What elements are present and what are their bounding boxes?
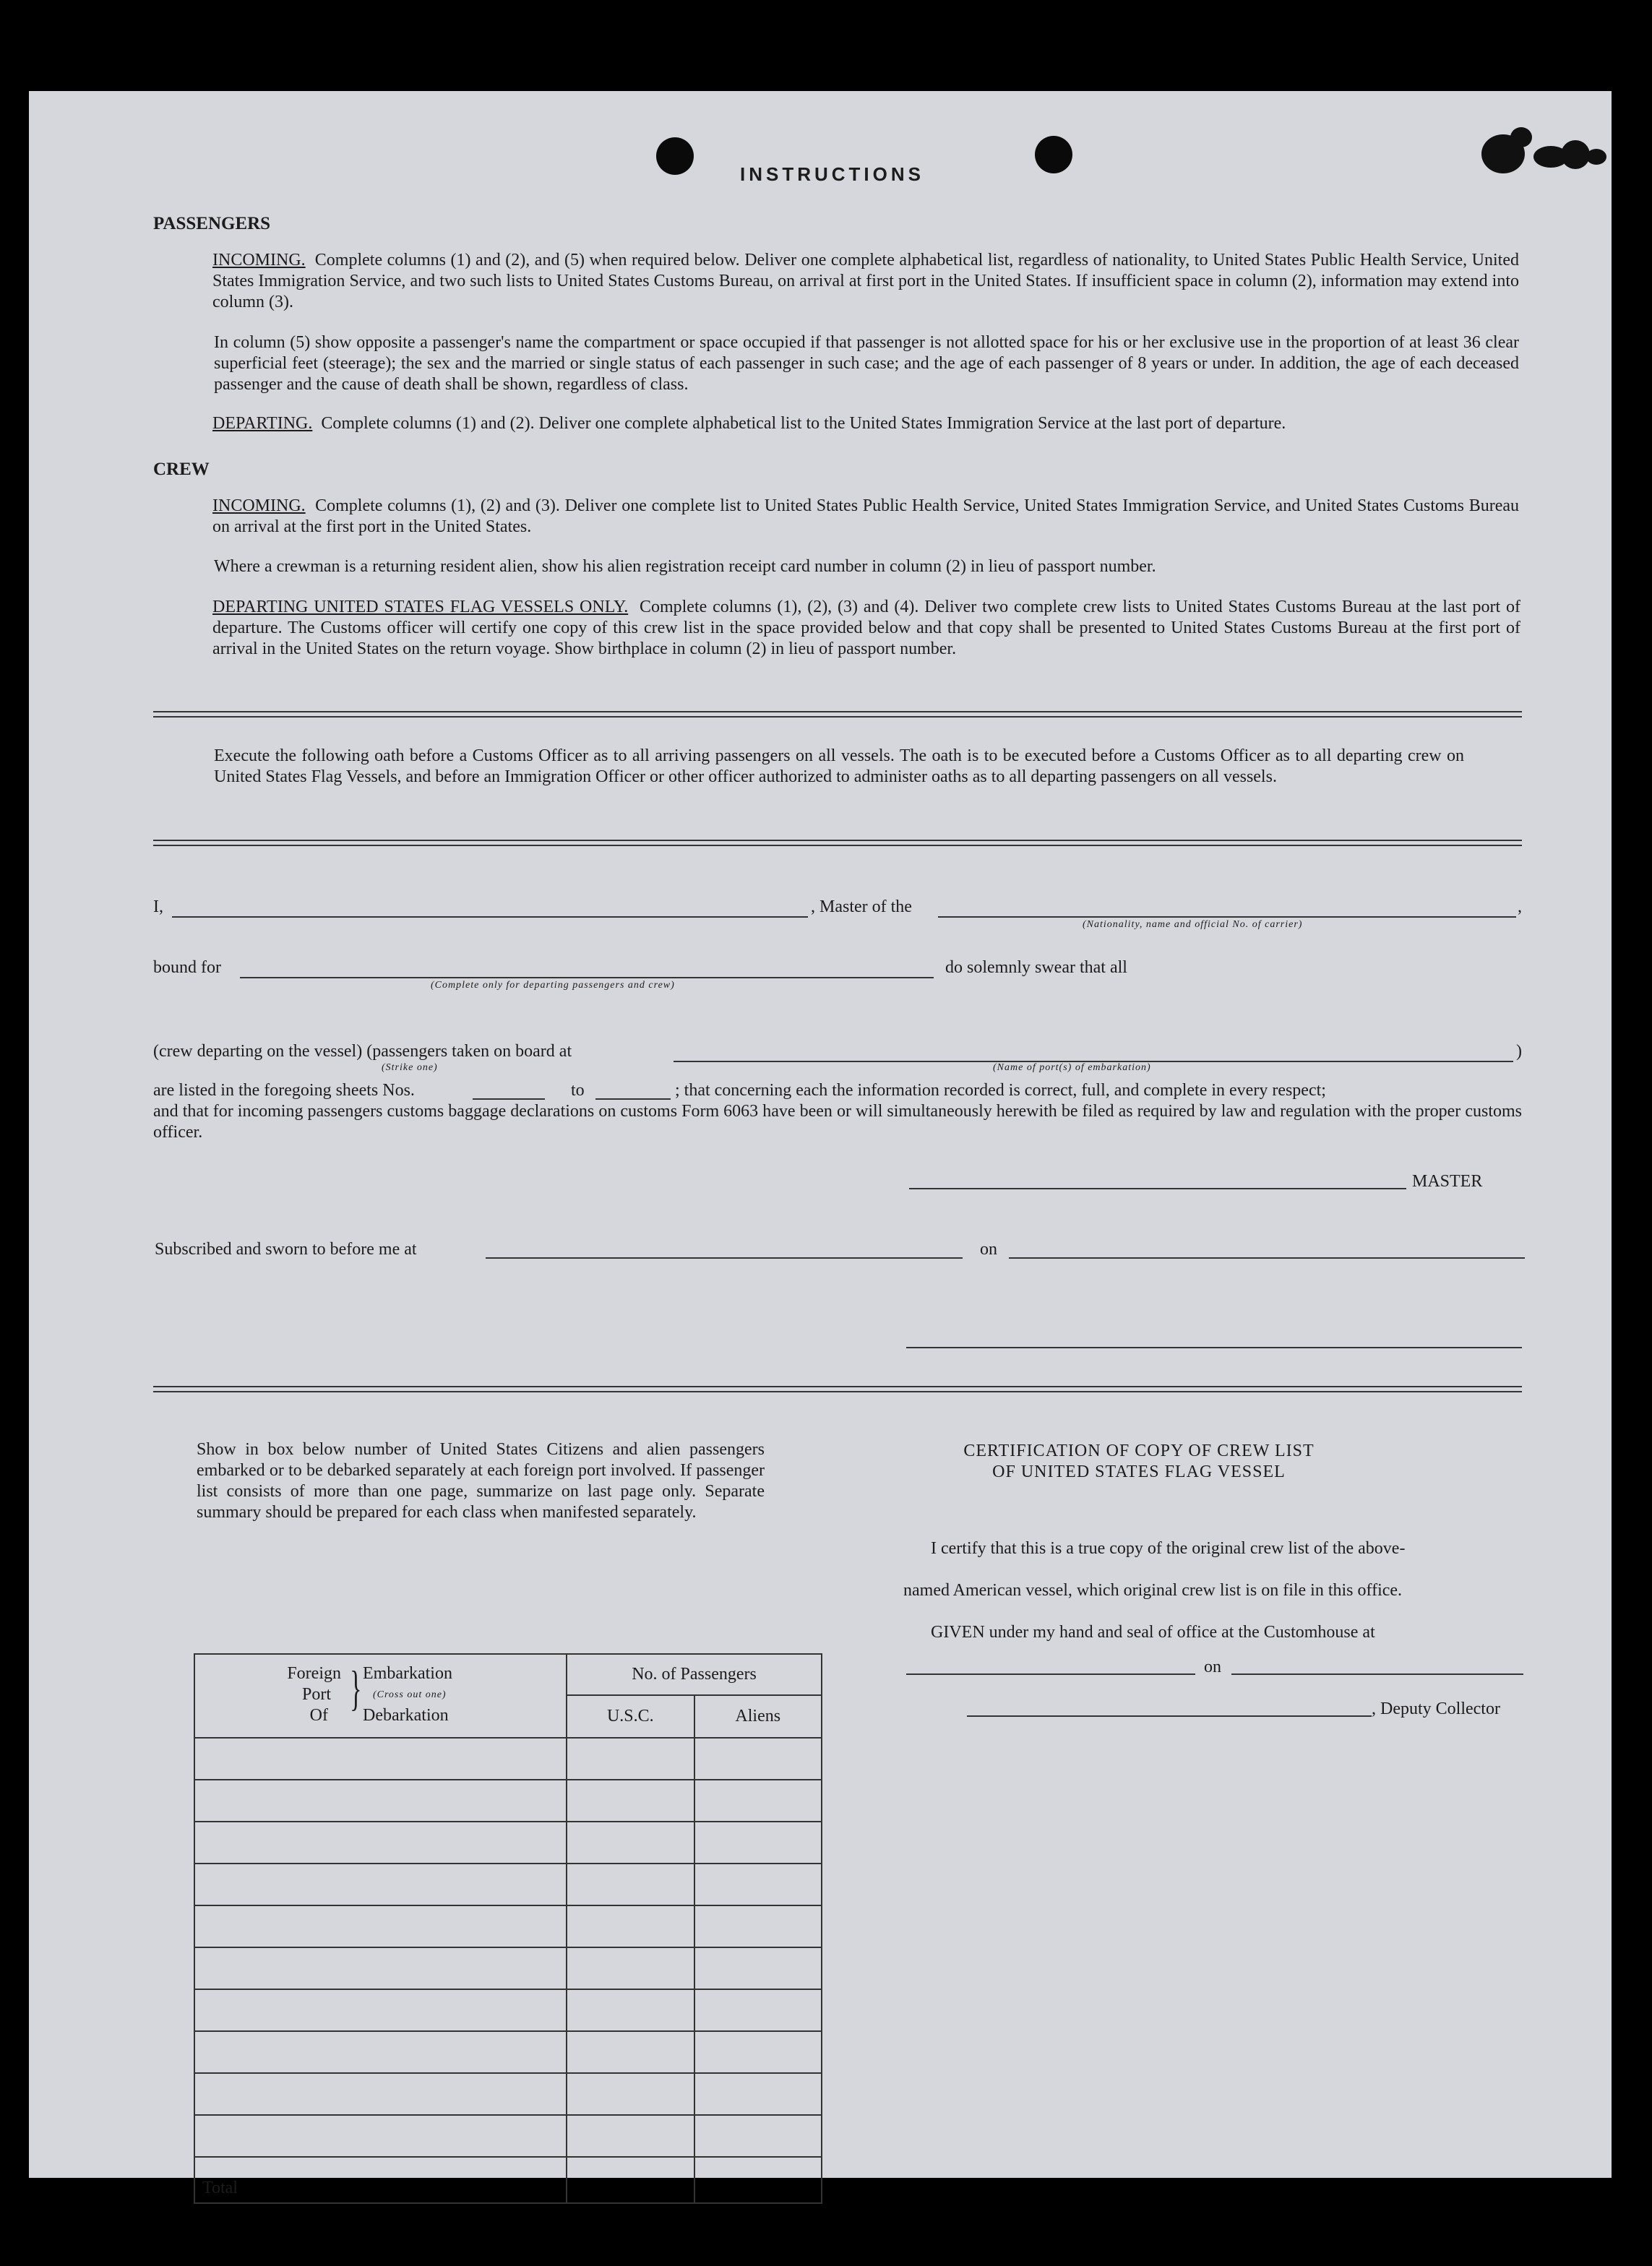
crew-passengers-label: (crew departing on the vessel) (passengers taken on board at [153,1042,572,1061]
departing-caption: (Complete only for departing passengers and crew) [431,980,675,991]
punch-hole-left [656,137,694,175]
ports-caption: (Name of port(s) of embarkation) [993,1062,1151,1073]
punch-hole-right [1035,136,1072,173]
box-instruction: Show in box below number of United States Citizens and alien passengers embarked or to be debarked separately at each foreign port involved. If passenger list consists of more than one page, summarize on last page only. Separate summary should be prepared for each class when manifested separately. [197,1440,765,1522]
certify-on-label: on [1204,1658,1221,1676]
aliens-cell[interactable] [694,1989,822,2031]
strike-caption: (Strike one) [382,1062,438,1073]
certify-line3: GIVEN under my hand and seal of office at the Customhouse at [931,1623,1375,1642]
port-cell[interactable] [194,1738,567,1780]
passengers-incoming-text: Complete columns (1) and (2), and (5) when required below. Deliver one complete alphabetical list, regardless of nationality, to United States Public Health Service, United States Immigration Service, and two such lists to United States Customs Bureau, on arrival at first port in the United States. If insufficient space in column (2), information may extend into column (3). [212,251,1520,311]
total-usc-cell[interactable] [567,2157,694,2203]
total-aliens-cell[interactable] [694,2157,822,2203]
aliens-cell[interactable] [694,1947,822,1989]
table-row [194,1989,822,2031]
port-cell[interactable] [194,1989,567,2031]
passengers-incoming-paragraph [212,250,1519,313]
passengers-incoming-label: INCOMING. [212,251,306,270]
sworn-on-label: on [980,1240,997,1259]
port-cell[interactable] [194,1947,567,1989]
carrier-caption: (Nationality, name and official No. of carrier) [1083,919,1303,930]
port-cell[interactable] [194,2115,567,2157]
aliens-cell[interactable] [694,1738,822,1780]
table-row [194,1864,822,1905]
certification-title [900,1441,1377,1483]
table-row [194,1822,822,1864]
page-title: INSTRUCTIONS [740,163,924,185]
listed-rest: and that for incoming passengers customs baggage declarations on customs Form 6063 have been or will simultaneously herewith be filed as required by law and regulation with the proper customs officer. [153,1102,1522,1142]
deputy-signature-field[interactable] [967,1715,1372,1717]
usc-cell[interactable] [567,1989,694,2031]
port-cell[interactable] [194,2031,567,2073]
sworn-at-field[interactable] [486,1257,963,1259]
master-signature-field[interactable] [909,1188,1406,1189]
usc-cell[interactable] [567,1738,694,1780]
certify-line1: I certify that this is a true copy of the original crew list of the above- [931,1539,1406,1558]
aliens-cell[interactable] [694,2031,822,2073]
certify-date-field[interactable] [1231,1673,1523,1675]
crew-departing-label: DEPARTING UNITED STATES FLAG VESSELS ONLY. [212,598,629,616]
crew-incoming-paragraph [212,496,1519,538]
customhouse-field[interactable] [906,1673,1195,1675]
debarkation-label: Debarkation [363,1706,449,1725]
port-cell[interactable] [194,1780,567,1822]
table-row [194,2031,822,2073]
embarkation-label: Embarkation [363,1664,452,1683]
sheet-to-label: to [571,1081,585,1100]
passengers-departing-paragraph [212,413,1519,434]
usc-cell[interactable] [567,1780,694,1822]
port-cell[interactable] [194,1822,567,1864]
master-label: MASTER [1412,1172,1483,1191]
of-label: Of [309,1706,328,1725]
crew-incoming-text: Complete columns (1), (2) and (3). Deliver one complete list to United States Public Health Service, United States Immigration Service, and United States Customs Bureau on arrival at the first port in the United States. [212,496,1520,536]
usc-cell[interactable] [567,2115,694,2157]
aliens-cell[interactable] [694,1905,822,1947]
aliens-cell[interactable] [694,1780,822,1822]
table-row [194,1780,822,1822]
carrier-field[interactable] [938,916,1516,918]
ports-close-paren: ) [1516,1042,1522,1061]
divider-3 [153,1386,1522,1392]
usc-cell[interactable] [567,1864,694,1905]
brace-icon: } [350,1660,362,1715]
table-row [194,2115,822,2157]
aliens-cell[interactable] [694,2073,822,2115]
passengers-departing-text: Complete columns (1) and (2). Deliver one complete alphabetical list to the United States Immigration Service at the last port of departure. [321,414,1286,433]
ink-stain [1467,120,1612,178]
crew-resident-paragraph: Where a crewman is a returning resident alien, show his alien registration receipt card number in column (2) in lieu of passport number. [214,557,1156,576]
sheet-to-field[interactable] [595,1098,671,1100]
crew-departing-text: Complete columns (1), (2), (3) and (4). Deliver two complete crew lists to United States Customs Bureau at the last port of departure. The Customs officer will certify one copy of this crew list in the space provided below and that copy shall be presented to United States Customs Bureau at the first port of arrival in the United States on the return voyage. Show birthplace in column (2) in lieu of passport number. [212,598,1520,658]
cross-out-caption: (Cross out one) [373,1689,447,1700]
listed-suffix: ; that concerning each the information recorded is correct, full, and complete in every respect; [675,1081,1326,1100]
table-row [194,1947,822,1989]
usc-cell[interactable] [567,1947,694,1989]
port-label: Port [301,1685,331,1704]
master-name-field[interactable] [172,916,808,918]
crew-incoming-label: INCOMING. [212,496,306,515]
passengers-heading: PASSENGERS [153,214,271,233]
sheet-from-field[interactable] [473,1098,545,1100]
officer-signature-field[interactable] [906,1347,1522,1348]
passengers-count-header: No. of Passengers [567,1654,822,1695]
bound-for-field[interactable] [240,977,934,978]
divider-1 [153,711,1522,718]
port-cell[interactable] [194,2073,567,2115]
form-sheet [29,91,1612,2197]
bound-for-label: bound for [153,958,221,977]
aliens-cell[interactable] [694,1864,822,1905]
table-row [194,1905,822,1947]
passenger-summary-table [194,1653,822,2204]
aliens-header: Aliens [694,1695,822,1738]
usc-cell[interactable] [567,2073,694,2115]
oath-i-label: I, [153,897,163,916]
usc-cell[interactable] [567,1905,694,1947]
crew-departing-paragraph [212,597,1520,660]
sworn-date-field[interactable] [1009,1257,1525,1259]
oath-instruction: Execute the following oath before a Customs Officer as to all arriving passengers on all vessels. The oath is to be executed before a Customs Officer as to all departing crew on United States Flag Vessels, and before an Immigration Officer or other officer authorized to administer oaths as to all departing passengers on all vessels. [214,746,1464,786]
certification-title-line2: OF UNITED STATES FLAG VESSEL [992,1462,1286,1481]
aliens-cell[interactable] [694,2115,822,2157]
port-cell[interactable] [194,1905,567,1947]
carrier-comma: , [1518,897,1522,916]
swear-label: do solemnly swear that all [945,958,1127,977]
certify-line2: named American vessel, which original crew list is on file in this office. [903,1581,1403,1600]
usc-cell[interactable] [567,2031,694,2073]
port-cell[interactable] [194,1864,567,1905]
foreign-label: Foreign [287,1664,341,1683]
master-of-label: , Master of the [811,897,912,916]
passengers-column5-paragraph: In column (5) show opposite a passenger's name the compartment or space occupied if that passenger is not allotted space for his or her exclusive use in the proportion of at least 36 clear superficial feet (steerage); the sex and the married or single status of each passenger in such case; and the age of each passenger of 8 years or under. In addition, the age of each deceased passenger and the cause of death shall be shown, regardless of class. [214,333,1519,394]
divider-2 [153,840,1522,846]
usc-cell[interactable] [567,1822,694,1864]
subscribed-label: Subscribed and sworn to before me at [155,1240,417,1259]
total-label: Total [194,2157,567,2203]
listed-prefix: are listed in the foregoing sheets Nos. [153,1081,415,1100]
table-port-header [194,1654,567,1738]
table-row [194,1738,822,1780]
crew-heading: CREW [153,460,210,479]
deputy-collector-label: , Deputy Collector [1372,1700,1500,1718]
usc-header: U.S.C. [567,1695,694,1738]
aliens-cell[interactable] [694,1822,822,1864]
passengers-departing-label: DEPARTING. [212,414,313,433]
certification-title-line1: CERTIFICATION OF COPY OF CREW LIST [963,1442,1315,1460]
table-total-row [194,2157,822,2203]
table-row [194,2073,822,2115]
